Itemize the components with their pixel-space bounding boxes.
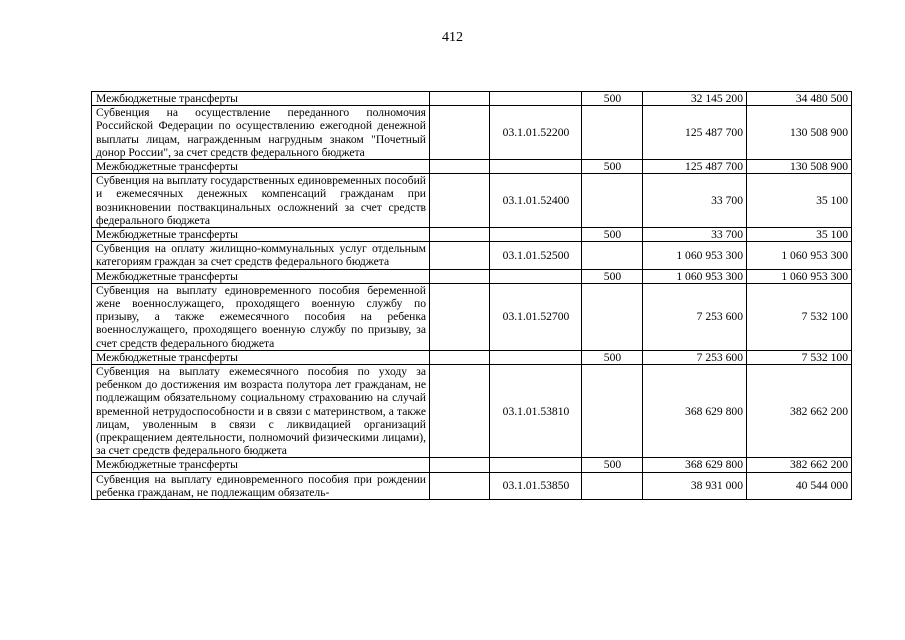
row-amount-second-cell: 1 060 953 300 — [747, 269, 852, 283]
row-name-cell: Субвенция на выплату единовременного пособия беременной жене военнослужащего, проходящего военную службу по призыву, а также ежемесячного пособия на ребенка военнослужащего, проходящего военную службу по призыву, за счет средств федерального бюджета — [92, 283, 430, 350]
row-name-cell: Субвенция на осуществление переданного полномочия Российской Федерации по осуществлению ежегодной денежной выплаты лицам, награжденным нагрудным знаком "Почетный донор России", за счет средств федерального бюджета — [92, 106, 430, 160]
row-amount-first-cell: 125 487 700 — [643, 160, 747, 174]
row-expense-type-cell — [582, 472, 643, 499]
row-amount-second-cell: 35 100 — [747, 228, 852, 242]
row-amount-first-cell: 1 060 953 300 — [643, 269, 747, 283]
row-name-cell: Межбюджетные трансферты — [92, 92, 430, 106]
row-name-cell: Субвенция на оплату жилищно-коммунальных услуг отдельным категориям граждан за счет средств федерального бюджета — [92, 242, 430, 269]
row-empty-cell — [430, 269, 490, 283]
table-row — [92, 283, 852, 350]
row-code-cell: 03.1.01.52500 — [490, 242, 582, 269]
row-name-cell: Межбюджетные трансферты — [92, 160, 430, 174]
table-body — [92, 92, 852, 500]
row-code-cell — [490, 228, 582, 242]
budget-table — [91, 91, 852, 500]
row-expense-type-cell: 500 — [582, 350, 643, 364]
row-expense-type-cell — [582, 106, 643, 160]
table-row — [92, 269, 852, 283]
row-empty-cell — [430, 472, 490, 499]
row-name-cell: Субвенция на выплату государственных единовременных пособий и ежемесячных денежных компенсаций гражданам при возникновении поствакцинальных осложнений за счет средств федерального бюджета — [92, 174, 430, 228]
row-empty-cell — [430, 160, 490, 174]
row-name-cell: Межбюджетные трансферты — [92, 228, 430, 242]
table-row — [92, 160, 852, 174]
table-row — [92, 242, 852, 269]
row-amount-second-cell: 34 480 500 — [747, 92, 852, 106]
row-amount-first-cell: 7 253 600 — [643, 350, 747, 364]
table-row — [92, 228, 852, 242]
row-amount-first-cell: 33 700 — [643, 228, 747, 242]
row-expense-type-cell — [582, 365, 643, 458]
row-name-cell: Субвенция на выплату единовременного пособия при рождении ребенка гражданам, не подлежащим обязатель- — [92, 472, 430, 499]
row-code-cell: 03.1.01.53810 — [490, 365, 582, 458]
row-empty-cell — [430, 228, 490, 242]
row-empty-cell — [430, 458, 490, 472]
row-code-cell: 03.1.01.52200 — [490, 106, 582, 160]
table-row — [92, 106, 852, 160]
row-code-cell — [490, 92, 582, 106]
row-amount-second-cell: 7 532 100 — [747, 350, 852, 364]
row-empty-cell — [430, 350, 490, 364]
row-amount-second-cell: 130 508 900 — [747, 160, 852, 174]
row-empty-cell — [430, 365, 490, 458]
row-name-cell: Межбюджетные трансферты — [92, 458, 430, 472]
page-number: 412 — [442, 30, 463, 45]
row-amount-first-cell: 368 629 800 — [643, 365, 747, 458]
row-expense-type-cell: 500 — [582, 458, 643, 472]
row-empty-cell — [430, 92, 490, 106]
row-empty-cell — [430, 106, 490, 160]
row-expense-type-cell: 500 — [582, 269, 643, 283]
table-row — [92, 365, 852, 458]
table-row — [92, 174, 852, 228]
row-amount-second-cell: 35 100 — [747, 174, 852, 228]
row-code-cell — [490, 350, 582, 364]
row-amount-first-cell: 1 060 953 300 — [643, 242, 747, 269]
row-name-cell: Межбюджетные трансферты — [92, 269, 430, 283]
table-row — [92, 92, 852, 106]
row-code-cell: 03.1.01.52700 — [490, 283, 582, 350]
row-expense-type-cell: 500 — [582, 160, 643, 174]
row-code-cell — [490, 458, 582, 472]
row-amount-first-cell: 368 629 800 — [643, 458, 747, 472]
table-row — [92, 472, 852, 499]
row-amount-first-cell: 7 253 600 — [643, 283, 747, 350]
row-code-cell — [490, 160, 582, 174]
row-amount-second-cell: 382 662 200 — [747, 365, 852, 458]
row-amount-second-cell: 40 544 000 — [747, 472, 852, 499]
row-amount-first-cell: 32 145 200 — [643, 92, 747, 106]
row-amount-second-cell: 130 508 900 — [747, 106, 852, 160]
row-empty-cell — [430, 174, 490, 228]
row-amount-second-cell: 382 662 200 — [747, 458, 852, 472]
row-empty-cell — [430, 283, 490, 350]
row-empty-cell — [430, 242, 490, 269]
row-expense-type-cell — [582, 174, 643, 228]
row-code-cell — [490, 269, 582, 283]
row-expense-type-cell — [582, 283, 643, 350]
row-expense-type-cell — [582, 242, 643, 269]
row-amount-first-cell: 38 931 000 — [643, 472, 747, 499]
row-code-cell: 03.1.01.53850 — [490, 472, 582, 499]
row-amount-first-cell: 125 487 700 — [643, 106, 747, 160]
row-code-cell: 03.1.01.52400 — [490, 174, 582, 228]
row-expense-type-cell: 500 — [582, 228, 643, 242]
row-amount-second-cell: 7 532 100 — [747, 283, 852, 350]
row-amount-first-cell: 33 700 — [643, 174, 747, 228]
table-row — [92, 458, 852, 472]
row-name-cell: Межбюджетные трансферты — [92, 350, 430, 364]
row-name-cell: Субвенция на выплату ежемесячного пособия по уходу за ребенком до достижения им возраста полутора лет гражданам, не подлежащим обязательному социальному страхованию на случай временной нетрудоспособности и в связи с материнством, а также лицам, уволенным в связи с ликвидацией организаций (прекращением деятельности, полномочий физическими лицами), за счет средств федерального бюджета — [92, 365, 430, 458]
table-row — [92, 350, 852, 364]
row-amount-second-cell: 1 060 953 300 — [747, 242, 852, 269]
row-expense-type-cell: 500 — [582, 92, 643, 106]
